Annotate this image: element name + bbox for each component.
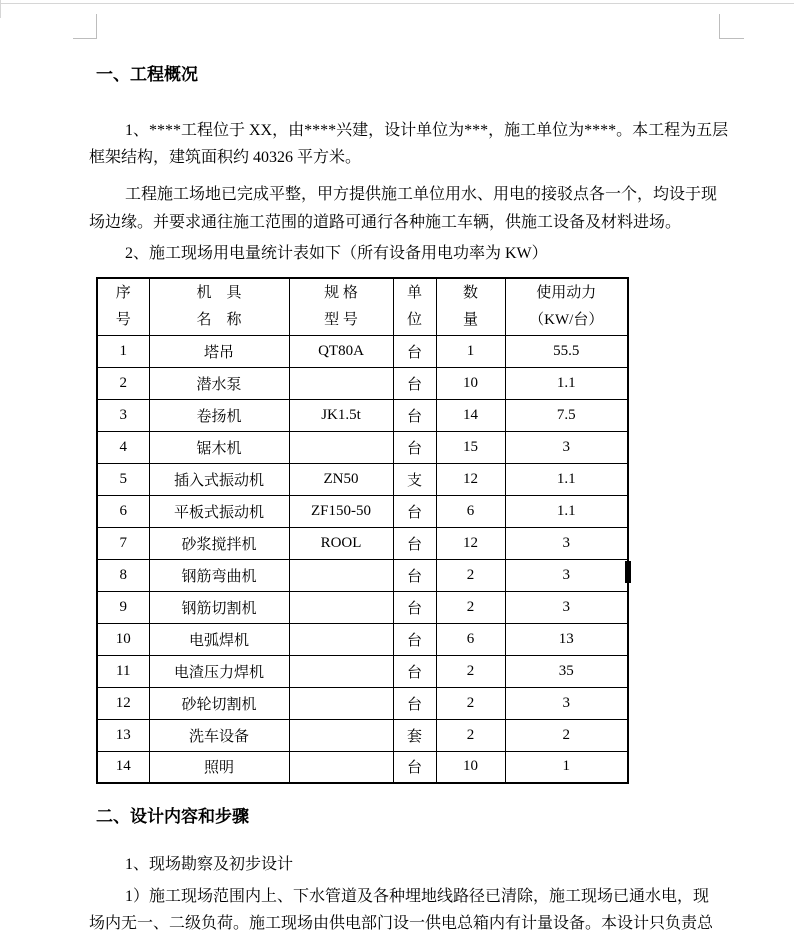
table-cell: 台 (393, 527, 436, 559)
table-cell: 2 (436, 655, 505, 687)
table-cell: 6 (436, 623, 505, 655)
table-right-edge-mark (625, 561, 631, 583)
col-header-power (505, 278, 628, 335)
table-cell: 14 (97, 751, 149, 783)
table-row (97, 399, 628, 431)
table-cell: 3 (505, 559, 628, 591)
header-line: 使用动力 (536, 284, 597, 301)
table-row (97, 687, 628, 719)
table-cell: ROOL (289, 527, 393, 559)
table-cell: 9 (97, 591, 149, 623)
table-cell: 2 (505, 719, 628, 751)
equipment-power-table (96, 277, 629, 784)
table-cell: 14 (436, 399, 505, 431)
table-cell (289, 431, 393, 463)
header-line: 型 号 (324, 311, 358, 328)
table-cell: 1 (505, 751, 628, 783)
table-cell: 12 (97, 687, 149, 719)
table-cell: 1 (436, 335, 505, 367)
col-header-unit (393, 278, 436, 335)
table-row (97, 495, 628, 527)
equipment-table-body (97, 335, 628, 783)
table-cell: JK1.5t (289, 399, 393, 431)
table-cell: 1.1 (505, 495, 628, 527)
paragraph-line: 框架结构，建筑面积约 40326 平方米。 (89, 149, 362, 166)
table-cell: 55.5 (505, 335, 628, 367)
table-cell: 11 (97, 655, 149, 687)
table-row (97, 527, 628, 559)
table-cell: 卷扬机 (149, 399, 289, 431)
window-top-edge-line (0, 3, 794, 4)
text-boundary-mark-top-left (73, 14, 97, 39)
table-cell: 7.5 (505, 399, 628, 431)
table-cell: 3 (505, 431, 628, 463)
table-cell (289, 591, 393, 623)
table-cell: 台 (393, 399, 436, 431)
table-cell: 潜水泵 (149, 367, 289, 399)
paragraph-line: 场内无一、二级负荷。施工现场由供电部门设一供电总箱内有计量设备。本设计只负责总 (89, 915, 714, 932)
table-cell: 2 (436, 719, 505, 751)
header-line: 单 (406, 284, 422, 301)
table-cell (289, 623, 393, 655)
table-cell (289, 655, 393, 687)
table-cell: 2 (436, 559, 505, 591)
col-header-equipment-name (149, 278, 289, 335)
paragraph-line: 场边缘。并要求通往施工范围的道路可通行各种施工车辆，供施工设备及材料进场。 (89, 214, 682, 231)
table-cell (289, 367, 393, 399)
table-cell: 台 (393, 559, 436, 591)
header-line: （KW/台） (529, 311, 604, 328)
col-header-number (97, 278, 149, 335)
table-cell: 台 (393, 687, 436, 719)
table-cell: 套 (393, 719, 436, 751)
table-cell: 15 (436, 431, 505, 463)
table-cell: 台 (393, 655, 436, 687)
table-cell: 电弧焊机 (149, 623, 289, 655)
table-cell: 钢筋弯曲机 (149, 559, 289, 591)
header-line: 量 (462, 311, 478, 328)
table-cell: 台 (393, 431, 436, 463)
table-row (97, 463, 628, 495)
table-cell: 砂轮切割机 (149, 687, 289, 719)
table-cell: 3 (97, 399, 149, 431)
table-cell: 1.1 (505, 463, 628, 495)
table-cell: 13 (97, 719, 149, 751)
table-row (97, 559, 628, 591)
table-cell: 砂浆搅拌机 (149, 527, 289, 559)
equipment-table-header (97, 278, 628, 335)
table-cell: QT80A (289, 335, 393, 367)
table-cell: 35 (505, 655, 628, 687)
table-cell: 8 (97, 559, 149, 591)
table-cell: 3 (505, 591, 628, 623)
table-cell (289, 687, 393, 719)
paragraph-line: 1）施工现场范围内上、下水管道及各种埋地线路径已清除，施工现场已通水电，现 (125, 888, 710, 905)
table-cell: 6 (97, 495, 149, 527)
table-cell: 台 (393, 335, 436, 367)
table-cell: 2 (97, 367, 149, 399)
table-cell (289, 719, 393, 751)
table-cell: 台 (393, 367, 436, 399)
table-cell: 电渣压力焊机 (149, 655, 289, 687)
text-boundary-mark-top-right (719, 14, 744, 39)
table-row (97, 751, 628, 783)
table-cell (289, 751, 393, 783)
table-cell (289, 559, 393, 591)
table-cell: ZN50 (289, 463, 393, 495)
header-line: 数 (462, 284, 478, 301)
table-cell: 台 (393, 591, 436, 623)
table-cell: 7 (97, 527, 149, 559)
table-cell: 插入式振动机 (149, 463, 289, 495)
header-line: 机 具 (196, 284, 242, 301)
header-line: 规 格 (324, 284, 358, 301)
table-cell: 1.1 (505, 367, 628, 399)
col-header-quantity (436, 278, 505, 335)
paragraph-line: 1、现场勘察及初步设计 (125, 856, 294, 873)
table-cell: 3 (505, 527, 628, 559)
table-row (97, 591, 628, 623)
table-cell: 13 (505, 623, 628, 655)
table-cell: 钢筋切割机 (149, 591, 289, 623)
header-line: 号 (115, 311, 131, 328)
paragraph-line: 1、****工程位于 XX，由****兴建，设计单位为***，施工单位为****。本工程为五层 (125, 122, 729, 139)
section2-heading: 二、设计内容和步骤 (96, 807, 249, 826)
table-row (97, 367, 628, 399)
table-row (97, 623, 628, 655)
table-cell: 台 (393, 495, 436, 527)
table-row (97, 431, 628, 463)
table-row (97, 655, 628, 687)
header-line: 名 称 (196, 311, 242, 328)
paragraph-line: 2、施工现场用电量统计表如下（所有设备用电功率为 KW） (125, 245, 548, 262)
table-cell: 台 (393, 623, 436, 655)
table-cell: 10 (436, 751, 505, 783)
table-cell: 6 (436, 495, 505, 527)
header-line: 序 (115, 284, 131, 301)
paragraph-line: 工程施工场地已完成平整，甲方提供施工单位用水、用电的接驳点各一个，均设于现 (125, 186, 718, 203)
table-cell: 2 (436, 591, 505, 623)
table-cell: 台 (393, 751, 436, 783)
table-cell: 5 (97, 463, 149, 495)
table-cell: 塔吊 (149, 335, 289, 367)
table-cell: 照明 (149, 751, 289, 783)
table-cell: 12 (436, 463, 505, 495)
table-cell: 4 (97, 431, 149, 463)
table-cell: 10 (436, 367, 505, 399)
table-row (97, 719, 628, 751)
table-cell: 2 (436, 687, 505, 719)
table-row (97, 335, 628, 367)
table-cell: 锯木机 (149, 431, 289, 463)
col-header-spec-model (289, 278, 393, 335)
table-cell: 洗车设备 (149, 719, 289, 751)
header-line: 位 (406, 311, 422, 328)
window-left-edge-line (0, 0, 1, 18)
table-cell: 1 (97, 335, 149, 367)
table-cell: ZF150-50 (289, 495, 393, 527)
table-cell: 支 (393, 463, 436, 495)
table-cell: 平板式振动机 (149, 495, 289, 527)
table-cell: 3 (505, 687, 628, 719)
table-cell: 10 (97, 623, 149, 655)
section1-heading: 一、工程概况 (96, 65, 198, 84)
table-cell: 12 (436, 527, 505, 559)
